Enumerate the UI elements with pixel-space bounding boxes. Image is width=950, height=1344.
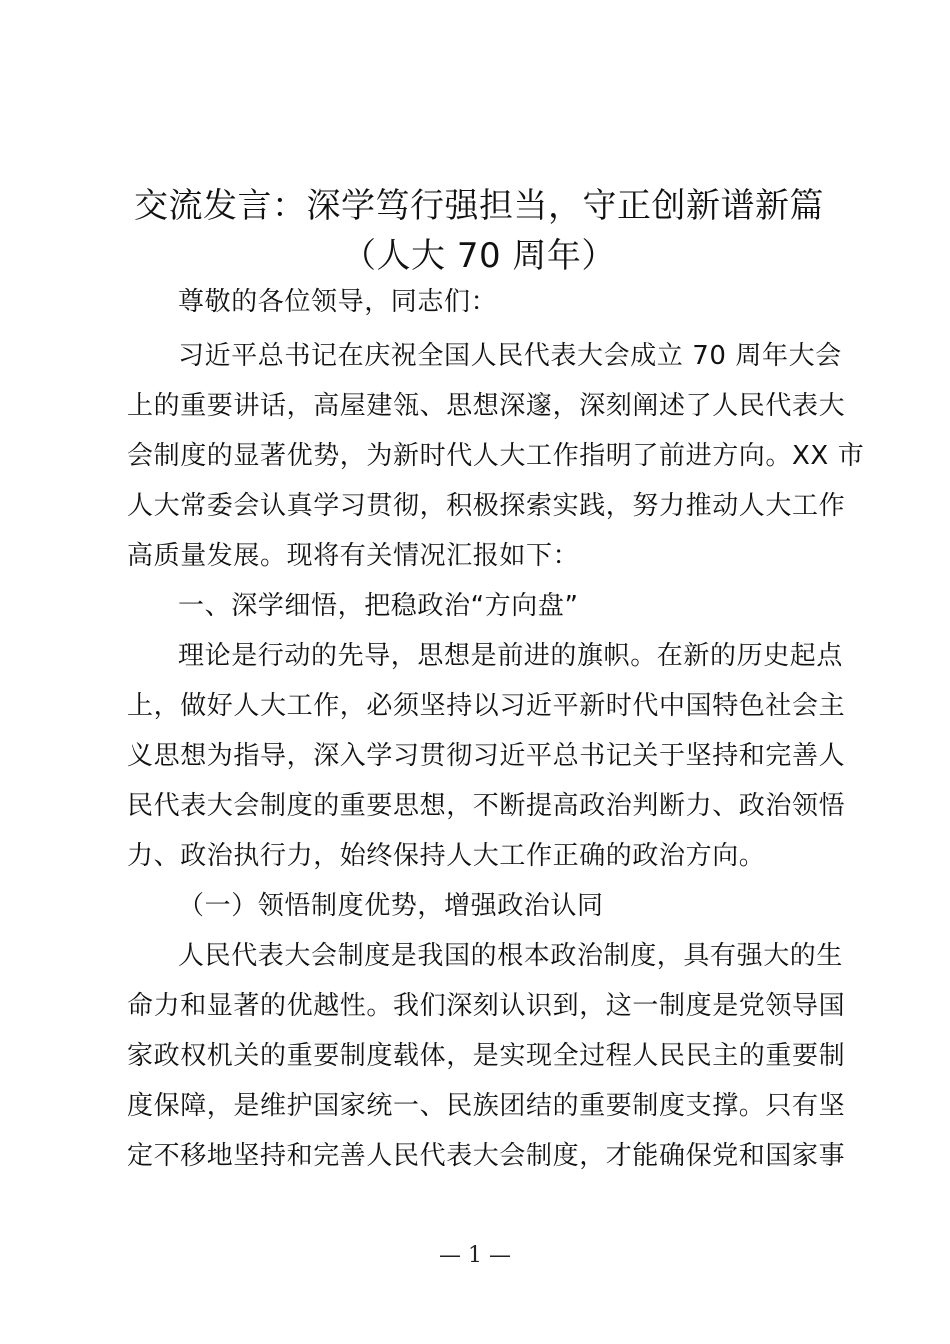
paragraph-line: 习近平总书记在庆祝全国人民代表大会成立 70 周年大会: [178, 341, 842, 371]
paragraph-line: 度保障，是维护国家统一、民族团结的重要制度支撑。只有坚: [127, 1091, 846, 1121]
paragraph-line: 义思想为指导，深入学习贯彻习近平总书记关于坚持和完善人: [127, 741, 846, 771]
paragraph-line: 定不移地坚持和完善人民代表大会制度，才能确保党和国家事: [127, 1141, 846, 1171]
subsection-heading: （一）领悟制度优势，增强政治认同: [178, 891, 604, 921]
paragraph-line: 理论是行动的先导，思想是前进的旗帜。在新的历史起点: [178, 641, 844, 671]
document-title-line-1: 交流发言：深学笃行强担当，守正创新谱新篇: [134, 186, 824, 226]
page-number: — 1 —: [439, 1243, 511, 1268]
paragraph-line: 民代表大会制度的重要思想，不断提高政治判断力、政治领悟: [127, 791, 846, 821]
paragraph-line: 高质量发展。现将有关情况汇报如下：: [127, 541, 580, 571]
paragraph-line: 命力和显著的优越性。我们深刻认识到，这一制度是党领导国: [127, 991, 846, 1021]
paragraph-line: 会制度的显著优势，为新时代人大工作指明了前进方向。XX 市: [127, 441, 865, 471]
paragraph-line: 家政权机关的重要制度载体，是实现全过程人民民主的重要制: [127, 1041, 846, 1071]
document-title-line-2: （人大 70 周年）: [342, 236, 616, 276]
paragraph-line: 上，做好人大工作，必须坚持以习近平新时代中国特色社会主: [127, 691, 846, 721]
paragraph-line: 力、政治执行力，始终保持人大工作正确的政治方向。: [127, 841, 766, 871]
paragraph-line: 人大常委会认真学习贯彻，积极探索实践，努力推动人大工作: [127, 491, 846, 521]
paragraph-line: 上的重要讲话，高屋建瓴、思想深邃，深刻阐述了人民代表大: [127, 391, 846, 421]
section-heading: 一、深学细悟，把稳政治“方向盘”: [178, 591, 579, 621]
paragraph-line: 人民代表大会制度是我国的根本政治制度，具有强大的生: [178, 941, 844, 971]
salutation: 尊敬的各位领导，同志们：: [178, 287, 498, 317]
